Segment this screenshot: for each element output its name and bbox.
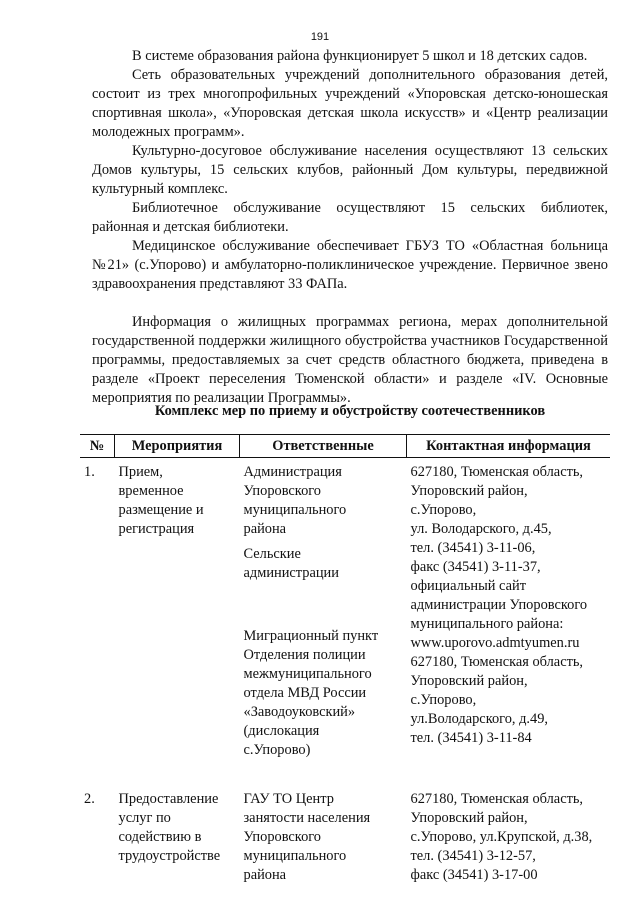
responsible-line: Миграционный пункт <box>243 628 379 644</box>
page-number: 191 <box>310 31 330 43</box>
event-line: Прием, <box>118 464 163 480</box>
responsible-line: (дислокация <box>243 723 320 739</box>
responsible-line: занятости населения <box>243 810 371 826</box>
responsible-line: Упоровского <box>243 829 322 845</box>
paragraph-housing-programs: Информация о жилищных программах региона, мерах дополнительной государственной поддержки жилищного обустройства участников Государственной программы, предоставляемых за счет средств областного бюджета, приведена в разделе «Проект переселения Тюменской области» и разделе «IV. Основные мероприятия по реализации Программы». <box>92 314 608 406</box>
contact-line: факс (34541) 3-11-37, <box>410 559 541 575</box>
row-responsible <box>240 458 407 761</box>
contact-line: факс (34541) 3-17-00 <box>410 867 538 883</box>
contact-line: тел. (34541) 3-12-57, <box>410 848 536 864</box>
contact-line: муниципального района: <box>410 616 564 632</box>
responsible-line: Сельские <box>243 546 301 562</box>
body-text <box>92 47 608 408</box>
row-contacts <box>407 458 611 761</box>
responsible-line: администрации <box>243 565 339 581</box>
contact-entry <box>411 463 607 653</box>
paragraph-additional-education: Сеть образовательных учреждений дополнительного образования детей, состоит из трех многопрофильных учреждений «Упоровская детско-юношеская спортивная школа», «Упоровская детская школа искусств» и «Центр реализации молодежных программ». <box>92 67 608 140</box>
header-event: Мероприятия <box>115 435 240 458</box>
paragraph-medicine: Медицинское обслуживание обеспечивает ГБУЗ ТО «Областная больница №21» (с.Упорово) и амбулаторно-поликлиническое учреждение. Первичное звено здравоохранения представляют 33 ФАПа. <box>92 238 608 292</box>
contact-line: Упоровский район, <box>410 483 528 499</box>
responsible-entry <box>244 790 403 885</box>
table-row <box>80 760 610 885</box>
contact-line: ул. Володарского, д.45, <box>410 521 552 537</box>
contact-line: 627180, Тюменская область, <box>410 464 584 480</box>
responsible-line: ГАУ ТО Центр <box>243 791 334 807</box>
responsible-line: с.Упорово) <box>243 742 311 758</box>
row-number: 1. <box>84 464 95 480</box>
contact-line: тел. (34541) 3-11-06, <box>410 540 536 556</box>
responsible-line: Администрация <box>243 464 342 480</box>
responsible-line: муниципального <box>243 848 347 864</box>
event-line: содействию в <box>118 829 202 845</box>
row-event <box>115 458 240 761</box>
responsible-line: Упоровского <box>243 483 322 499</box>
responsible-line: «Заводоуковский» <box>243 704 356 720</box>
contact-line: с.Упорово, <box>410 502 477 518</box>
event-line: размещение и <box>118 502 204 518</box>
responsible-entry <box>244 463 403 539</box>
contact-entry <box>411 790 607 885</box>
table-row <box>80 458 610 761</box>
responsible-entry <box>244 545 403 583</box>
contact-line: Упоровский район, <box>410 673 528 689</box>
contact-line: администрации Упоровского <box>410 597 588 613</box>
header-number: № <box>80 435 115 458</box>
table-header-row <box>80 435 610 458</box>
contact-entry <box>411 653 607 748</box>
row-number: 2. <box>84 791 95 807</box>
contact-line: официальный сайт <box>410 578 526 594</box>
responsible-line: межмуниципального <box>243 666 372 682</box>
responsible-line: района <box>243 521 287 537</box>
contact-line: с.Упорово, ул.Крупской, д.38, <box>410 829 593 845</box>
responsible-line: отдела МВД России <box>243 685 367 701</box>
paragraph-culture: Культурно-досуговое обслуживание населения осуществляют 13 сельских Домов культуры, 15 сельских клубов, районный Дом культуры, передвижной культурный комплекс. <box>92 143 608 197</box>
paragraph-education: В системе образования района функционирует 5 школ и 18 детских садов. <box>132 48 588 64</box>
header-contacts: Контактная информация <box>407 435 611 458</box>
header-responsible: Ответственные <box>240 435 407 458</box>
responsible-line: Отделения полиции <box>243 647 366 663</box>
event-line: регистрация <box>118 521 195 537</box>
contact-line: с.Упорово, <box>410 692 477 708</box>
event-line: услуг по <box>118 810 171 826</box>
measures-table <box>80 434 610 885</box>
row-responsible <box>240 760 407 885</box>
paragraph-libraries: Библиотечное обслуживание осуществляют 15 сельских библиотек, районная и детская библиотеки. <box>92 200 608 235</box>
event-line: трудоустройстве <box>118 848 221 864</box>
contact-line: Упоровский район, <box>410 810 528 826</box>
responsible-line: муниципального <box>243 502 347 518</box>
contact-line: www.uporovo.admtyumen.ru <box>410 635 580 651</box>
table-title: Комплекс мер по приему и обустройству соотечественников <box>154 403 546 419</box>
contact-line: 627180, Тюменская область, <box>410 791 584 807</box>
table-body <box>80 458 610 886</box>
contact-line: 627180, Тюменская область, <box>410 654 584 670</box>
contact-line: ул.Володарского, д.49, <box>410 711 548 727</box>
responsible-entry <box>244 627 403 760</box>
responsible-line: района <box>243 867 287 883</box>
row-contacts <box>407 760 611 885</box>
event-line: временное <box>118 483 184 499</box>
event-line: Предоставление <box>118 791 219 807</box>
row-event <box>115 760 240 885</box>
contact-line: тел. (34541) 3-11-84 <box>410 730 532 746</box>
